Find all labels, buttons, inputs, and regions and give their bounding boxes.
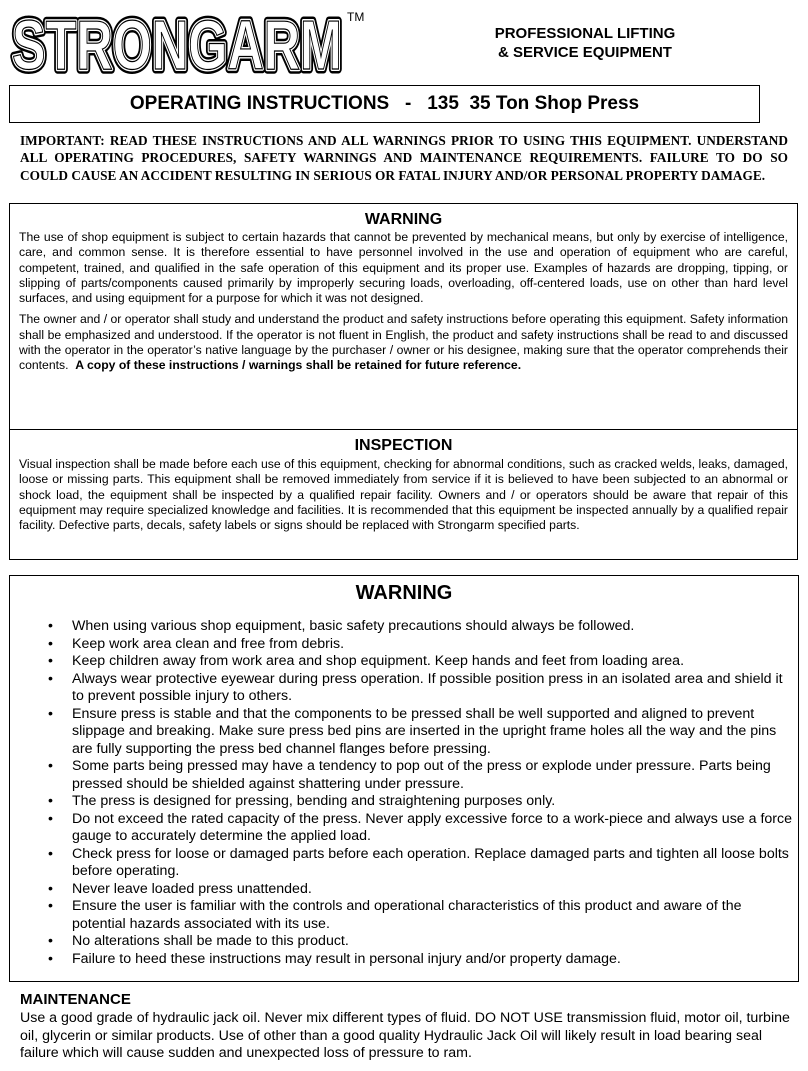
bullet-icon: • (48, 898, 53, 914)
bullet-icon: • (48, 670, 53, 687)
bullet-icon: • (48, 618, 53, 634)
document-title: OPERATING INSTRUCTIONS - 135 35 Ton Shop Press (9, 85, 760, 123)
safety-warning-item (48, 845, 792, 881)
safety-warning-item (48, 933, 792, 951)
svg-text:STRONGARM: STRONGARM (12, 6, 342, 78)
bullet-icon: • (48, 810, 53, 827)
safety-warning-list (10, 618, 792, 968)
maintenance-text: Use a good grade of hydraulic jack oil. Never mix different types of fluid. DO NOT USE transmission fluid, motor oil, turbine oil, glycerin or similar products. Use of other than a good quality Hydraulic Jack Oil will likely result in load bearing seal failure which will cause sudden and unexpected loss of pressure to ram. (20, 1010, 790, 1061)
safety-warning-item-text: When using various shop equipment, basic safety precautions should always be followed. (72, 618, 635, 634)
bullet-icon: • (48, 705, 53, 722)
safety-warning-item (48, 670, 792, 706)
bullet-icon: • (48, 758, 53, 774)
safety-warning-item-text: Keep children away from work area and shop equipment. Keep hands and feet from loading area. (72, 653, 685, 669)
safety-warning-item (48, 758, 792, 793)
safety-warning-item (48, 793, 792, 811)
safety-warning-item-text: Check press for loose or damaged parts before each operation. Replace damaged parts and tighten all loose bolts before operating. (72, 845, 789, 879)
retain-instructions-note: A copy of these instructions / warnings shall be retained for future reference. (75, 358, 522, 373)
bullet-icon: • (48, 845, 53, 862)
bullet-icon: • (48, 653, 53, 669)
safety-warning-item-text: Failure to heed these instructions may result in personal injury and/or property damage. (72, 950, 621, 967)
safety-warning-heading: WARNING (355, 582, 453, 604)
safety-warning-item (48, 635, 792, 654)
important-notice: IMPORTANT: READ THESE INSTRUCTIONS AND ALL WARNINGS PRIOR TO USING THIS EQUIPMENT. UNDERSTAND ALL OPERATING PROCEDURES, SAFETY WARNINGS AND MAINTENANCE REQUIREMENTS. FAILURE TO DO SO COULD CAUSE AN ACCIDENT RESULTING IN SERIOUS OR FATAL INJURY AND/OR PERSONAL PROPERTY DAMAGE. (20, 133, 788, 183)
inspection-heading: INSPECTION (354, 437, 453, 454)
general-warning-box (9, 203, 798, 430)
maintenance-heading: MAINTENANCE (20, 991, 131, 1008)
safety-warning-item-text: No alterations shall be made to this product. (72, 933, 349, 949)
safety-warning-item (48, 705, 792, 759)
general-warning-paragraph-2-text: The owner and / or operator shall study and understand the product and safety instructions before operating this equipment. Safety information shall be emphasized and understood. If the operator is not fluent in English, the product and safety instructions shall be read to and discussed with the operator in the operator’s native language by the purchaser / owner or his designee, making sure that the operator comprehends their contents. (19, 312, 788, 373)
safety-warning-item-text: Ensure the user is familiar with the controls and operational characteristics of this product and aware of the potential hazards associated with its use. (72, 898, 742, 932)
bullet-icon: • (48, 950, 53, 967)
safety-warning-item (48, 898, 792, 933)
bullet-icon: • (48, 933, 53, 949)
inspection-text: Visual inspection shall be made before each use of this equipment, checking for abnormal conditions, such as cracked welds, leaks, damaged, loose or missing parts. This equipment shall be removed immediately from service if it is believed to have been subjected to an abnormal or shock load, the equipment shall be inspected by a qualified repair facility. Owners and / or operators should be aware that repair of this equipment may require specialized knowledge and facilities. It is recommended that this equipment be inspected annually by a qualified repair facility. Defective parts, decals, safety labels or signs should be replaced with Strongarm specified parts. (19, 457, 788, 533)
bullet-icon: • (48, 880, 53, 897)
company-tagline (470, 24, 700, 62)
safety-warning-item-text: Some parts being pressed may have a tendency to pop out of the press or explode under pressure. Parts being pressed should be shielded against shattering under pressure. (72, 758, 771, 792)
bullet-icon: • (48, 635, 53, 652)
safety-warning-item (48, 880, 792, 899)
safety-warning-box (9, 575, 799, 982)
strongarm-logo (10, 6, 350, 78)
safety-warning-item-text: Always wear protective eyewear during press operation. If possible position press in an isolated area and shield it to prevent possible injury to others. (72, 670, 783, 704)
general-warning-heading: WARNING (364, 211, 443, 228)
safety-warning-item-text: The press is designed for pressing, bending and straightening purposes only. (72, 793, 556, 809)
general-warning-paragraph-1: The use of shop equipment is subject to certain hazards that cannot be prevented by mechanical means, but only by exercise of intelligence, care, and common sense. It is therefore essential to have personnel involved in the use and operation of equipment who are careful, competent, trained, and qualified in the safe operation of this equipment and its proper use. Examples of hazards are dropping, tipping, or slipping of parts/components caused primarily by improperly securing loads, overloading, off-centered loads, use on other than hard level surfaces, and using equipment for a purpose for which it was not designed. (19, 230, 788, 306)
bullet-icon: • (48, 793, 53, 809)
safety-warning-item (48, 618, 792, 636)
general-warning-paragraph-2 (19, 312, 788, 373)
svg-text:STRONGARM: STRONGARM (12, 6, 342, 78)
safety-warning-item (48, 810, 792, 846)
tagline-line-1: PROFESSIONAL LIFTING (494, 25, 676, 42)
tagline-line-2: & SERVICE EQUIPMENT (498, 44, 672, 61)
svg-text:STRONGARM: STRONGARM (12, 6, 342, 78)
safety-warning-item-text: Ensure press is stable and that the components to be pressed shall be well supported and aligned to prevent slippage and breaking. Make sure press bed pins are inserted in the upright frame holes all the way and the pins are fully supporting the press bed channel flanges before pressing. (72, 705, 777, 757)
safety-warning-item-text: Do not exceed the rated capacity of the press. Never apply excessive force to a work-piece and always use a force gauge to accurately determine the applied load. (72, 810, 792, 844)
trademark-symbol: TM (347, 10, 365, 24)
inspection-box (9, 429, 798, 560)
safety-warning-item-text: Never leave loaded press unattended. (72, 880, 312, 897)
safety-warning-item-text: Keep work area clean and free from debris. (72, 635, 345, 652)
safety-warning-item (48, 950, 792, 969)
safety-warning-item (48, 653, 792, 671)
